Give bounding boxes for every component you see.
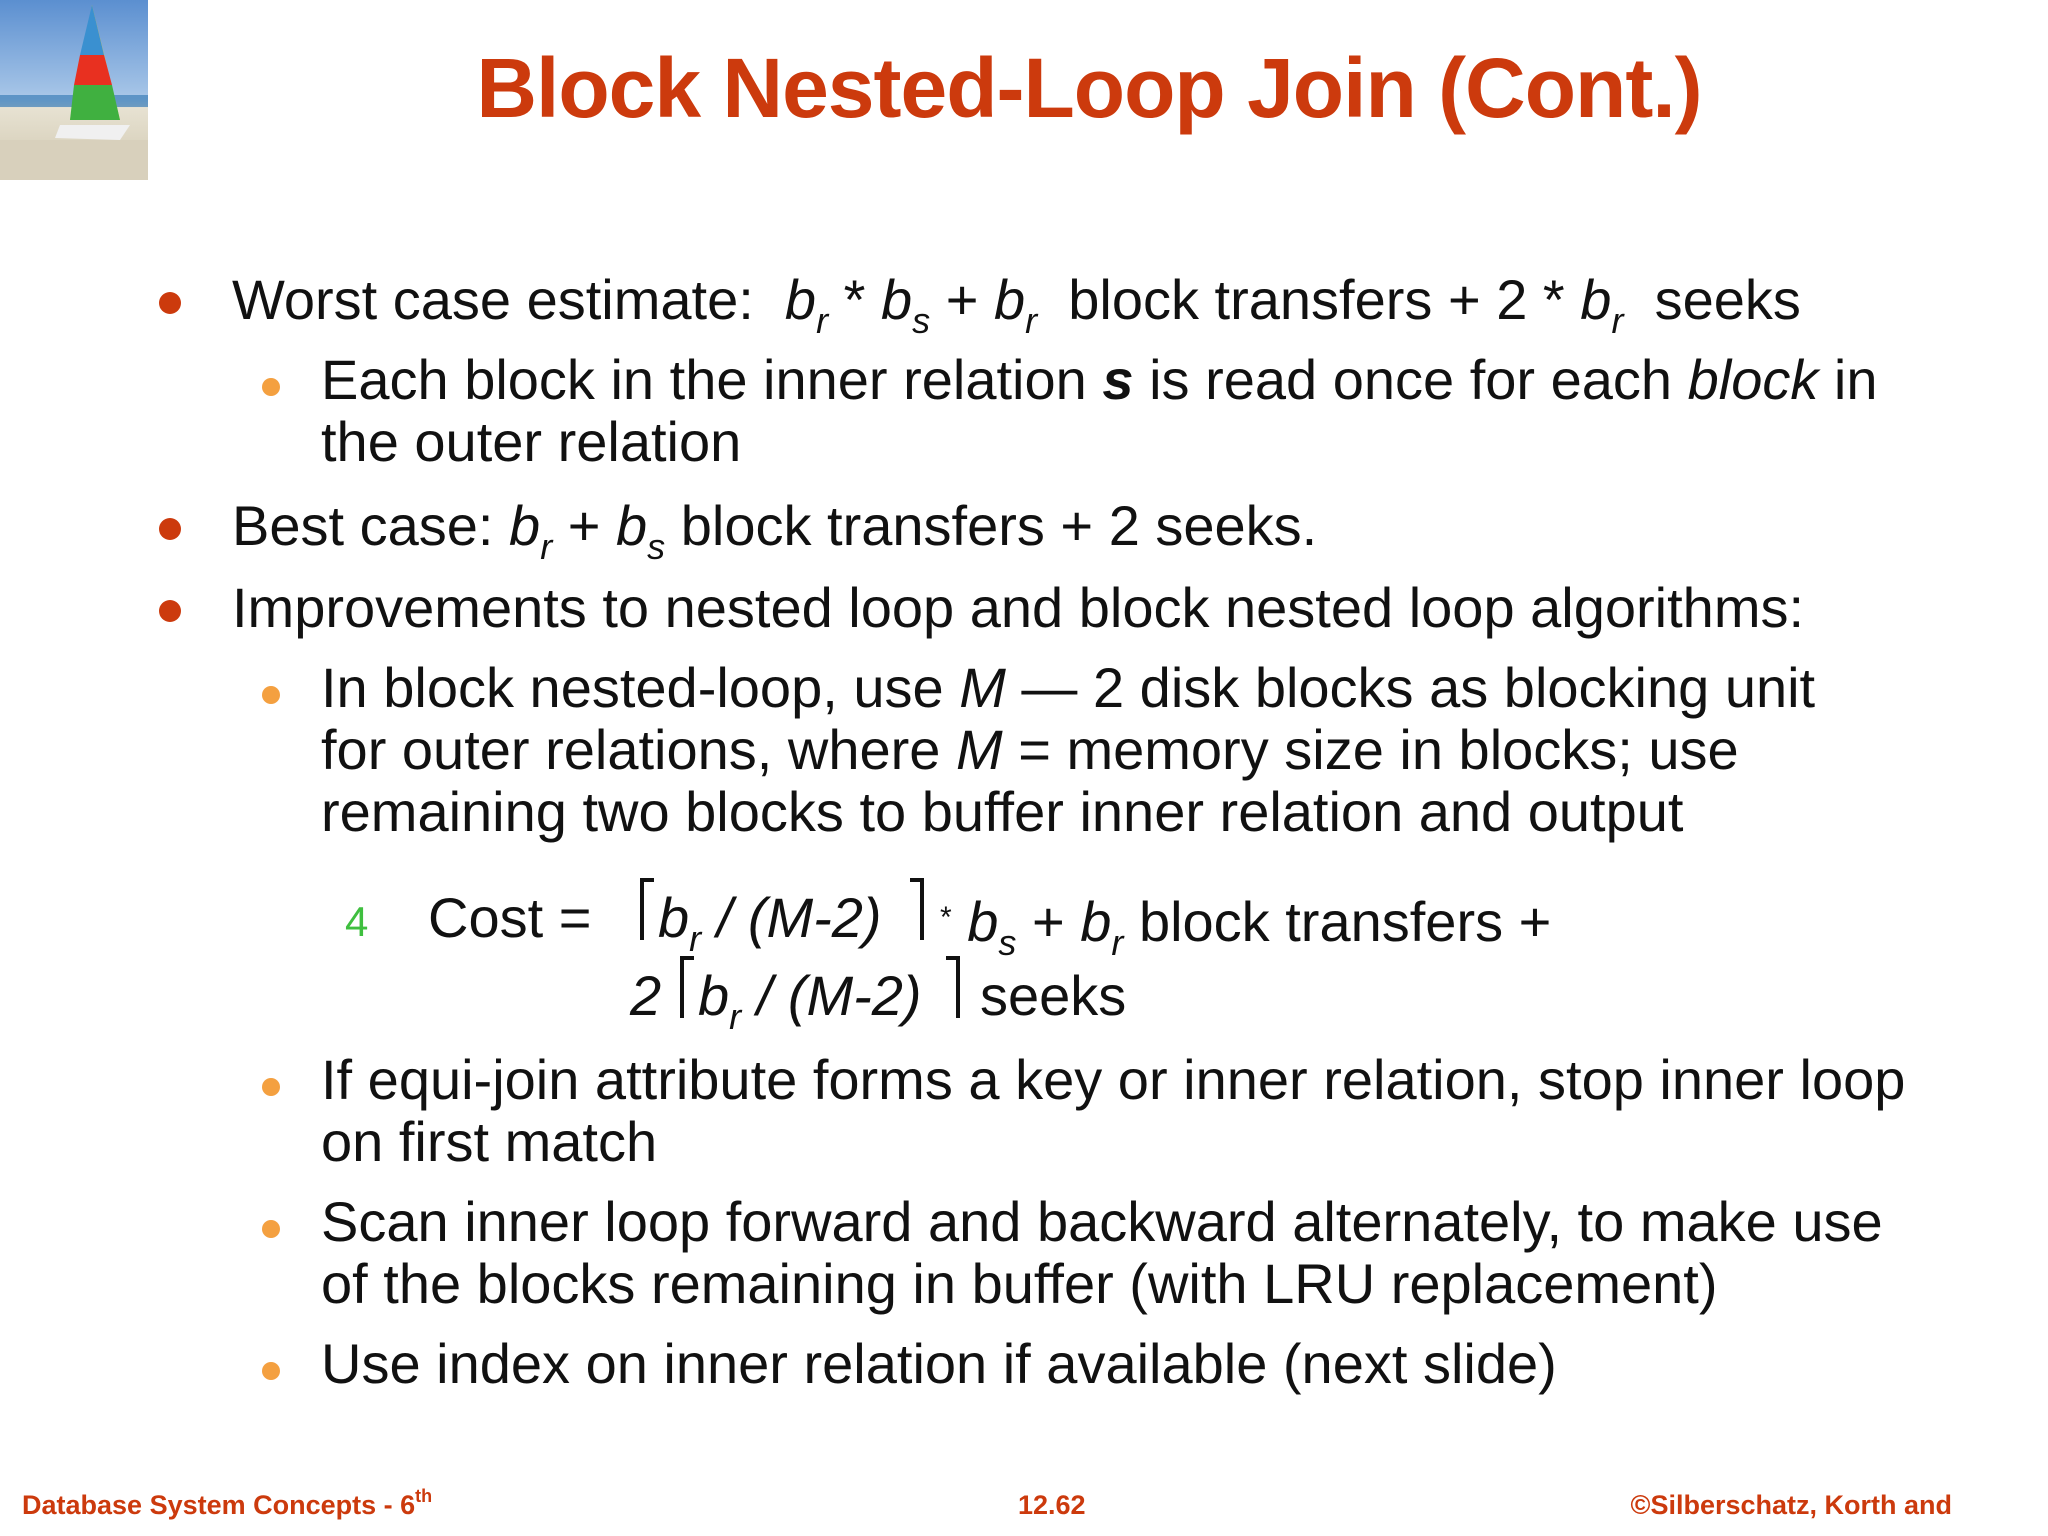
inner-read-text-c: in (1833, 348, 1878, 411)
bullet-dot (159, 518, 181, 540)
equi-join-line-2: on first match (321, 1110, 658, 1173)
inner-read-s: s (1102, 348, 1134, 411)
cost-frac-2: $b_r / (M-2)$ (698, 964, 922, 1037)
block-nl-line-3: remaining two blocks to buffer inner relation and output (321, 780, 1684, 843)
best-case-label: Best case: (232, 494, 494, 557)
bullet-dot (159, 292, 181, 314)
inner-read-text-b: is read once for each (1149, 348, 1673, 411)
block-nl-text-d: = memory size in blocks; use (1018, 718, 1739, 781)
worst-case-line: Worst case estimate: $b_r * b_s + b_r$ block transfers + $2 * b_r$ seeks (232, 268, 1801, 341)
cost-frac-1-text: / (M-2) (716, 886, 882, 949)
improvements-line: Improvements to nested loop and block nested loop algorithms: (232, 576, 1805, 639)
cost-rest: * $b_s + b_r$ block transfers + (940, 890, 1552, 963)
bullet-dot (159, 600, 181, 622)
footer-left (22, 1486, 433, 1521)
inner-read-block: block (1687, 348, 1819, 411)
ceiling-right-bracket (910, 878, 924, 940)
footer-left-text: Database System Concepts - 6 (22, 1490, 416, 1520)
sub-bullet-dot (262, 1220, 280, 1238)
sub-bullet-dot (262, 378, 280, 396)
scan-line-2: of the blocks remaining in buffer (with LRU replacement) (321, 1252, 1718, 1315)
ceiling-right-bracket-2 (946, 956, 960, 1018)
ceiling-left-bracket-2 (680, 956, 694, 1018)
cost-label: Cost = (428, 886, 592, 949)
cost-star: * (940, 901, 952, 934)
footer-page-number: 12.62 (1018, 1490, 1086, 1520)
scan-line-1: Scan inner loop forward and backward alternately, to make use (321, 1190, 1883, 1253)
block-nl-text-a: In block nested-loop, use (321, 656, 944, 719)
block-nl-text-b: 2 disk blocks as blocking unit (1092, 656, 1816, 719)
cost-frac-1: $b_r / (M-2)$ (658, 886, 882, 959)
best-case-tail: block transfers + 2 seeks. (680, 494, 1318, 557)
block-nl-text-c: for outer relations, where (321, 718, 941, 781)
equi-join-line-1: If equi-join attribute forms a key or inner relation, stop inner loop (321, 1048, 1906, 1111)
worst-case-tail: seeks (1654, 268, 1801, 331)
slide-title: Block Nested-Loop Join (Cont.) (476, 41, 1702, 135)
ceiling-left-bracket (640, 878, 654, 940)
sub-bullet-dot (262, 1078, 280, 1096)
index-line: Use index on inner relation if available (next slide) (321, 1332, 1557, 1395)
inner-read-line-1 (321, 348, 1878, 412)
worst-case-label: Worst case estimate: (232, 268, 754, 331)
block-nl-line-1: In block nested-loop, use M — 2 disk blocks as blocking unit (321, 656, 1816, 719)
cost-seeks: seeks (980, 964, 1127, 1027)
best-case-line: Best case: $b_r + b_s$ block transfers + 2 seeks. (232, 494, 1318, 567)
worst-case-formula: block transfers + 2 * (1068, 268, 1565, 331)
inner-read-text-a: Each block in the inner relation (321, 348, 1087, 411)
inner-read-line-2: the outer relation (321, 410, 742, 473)
footer-copyright: ©Silberschatz, Korth and (1630, 1490, 1952, 1520)
list-number: 4 (345, 898, 369, 945)
footer-left-sup: th (415, 1486, 433, 1506)
block-nl-line-2: for outer relations, where M = memory size in blocks; use (321, 718, 1739, 781)
cost-frac-2-text: / (M-2) (756, 964, 922, 1027)
sub-bullet-dot (262, 1362, 280, 1380)
cost-mid: block transfers + (1138, 890, 1552, 953)
cost-two: 2 (630, 964, 662, 1027)
sub-bullet-dot (262, 686, 280, 704)
